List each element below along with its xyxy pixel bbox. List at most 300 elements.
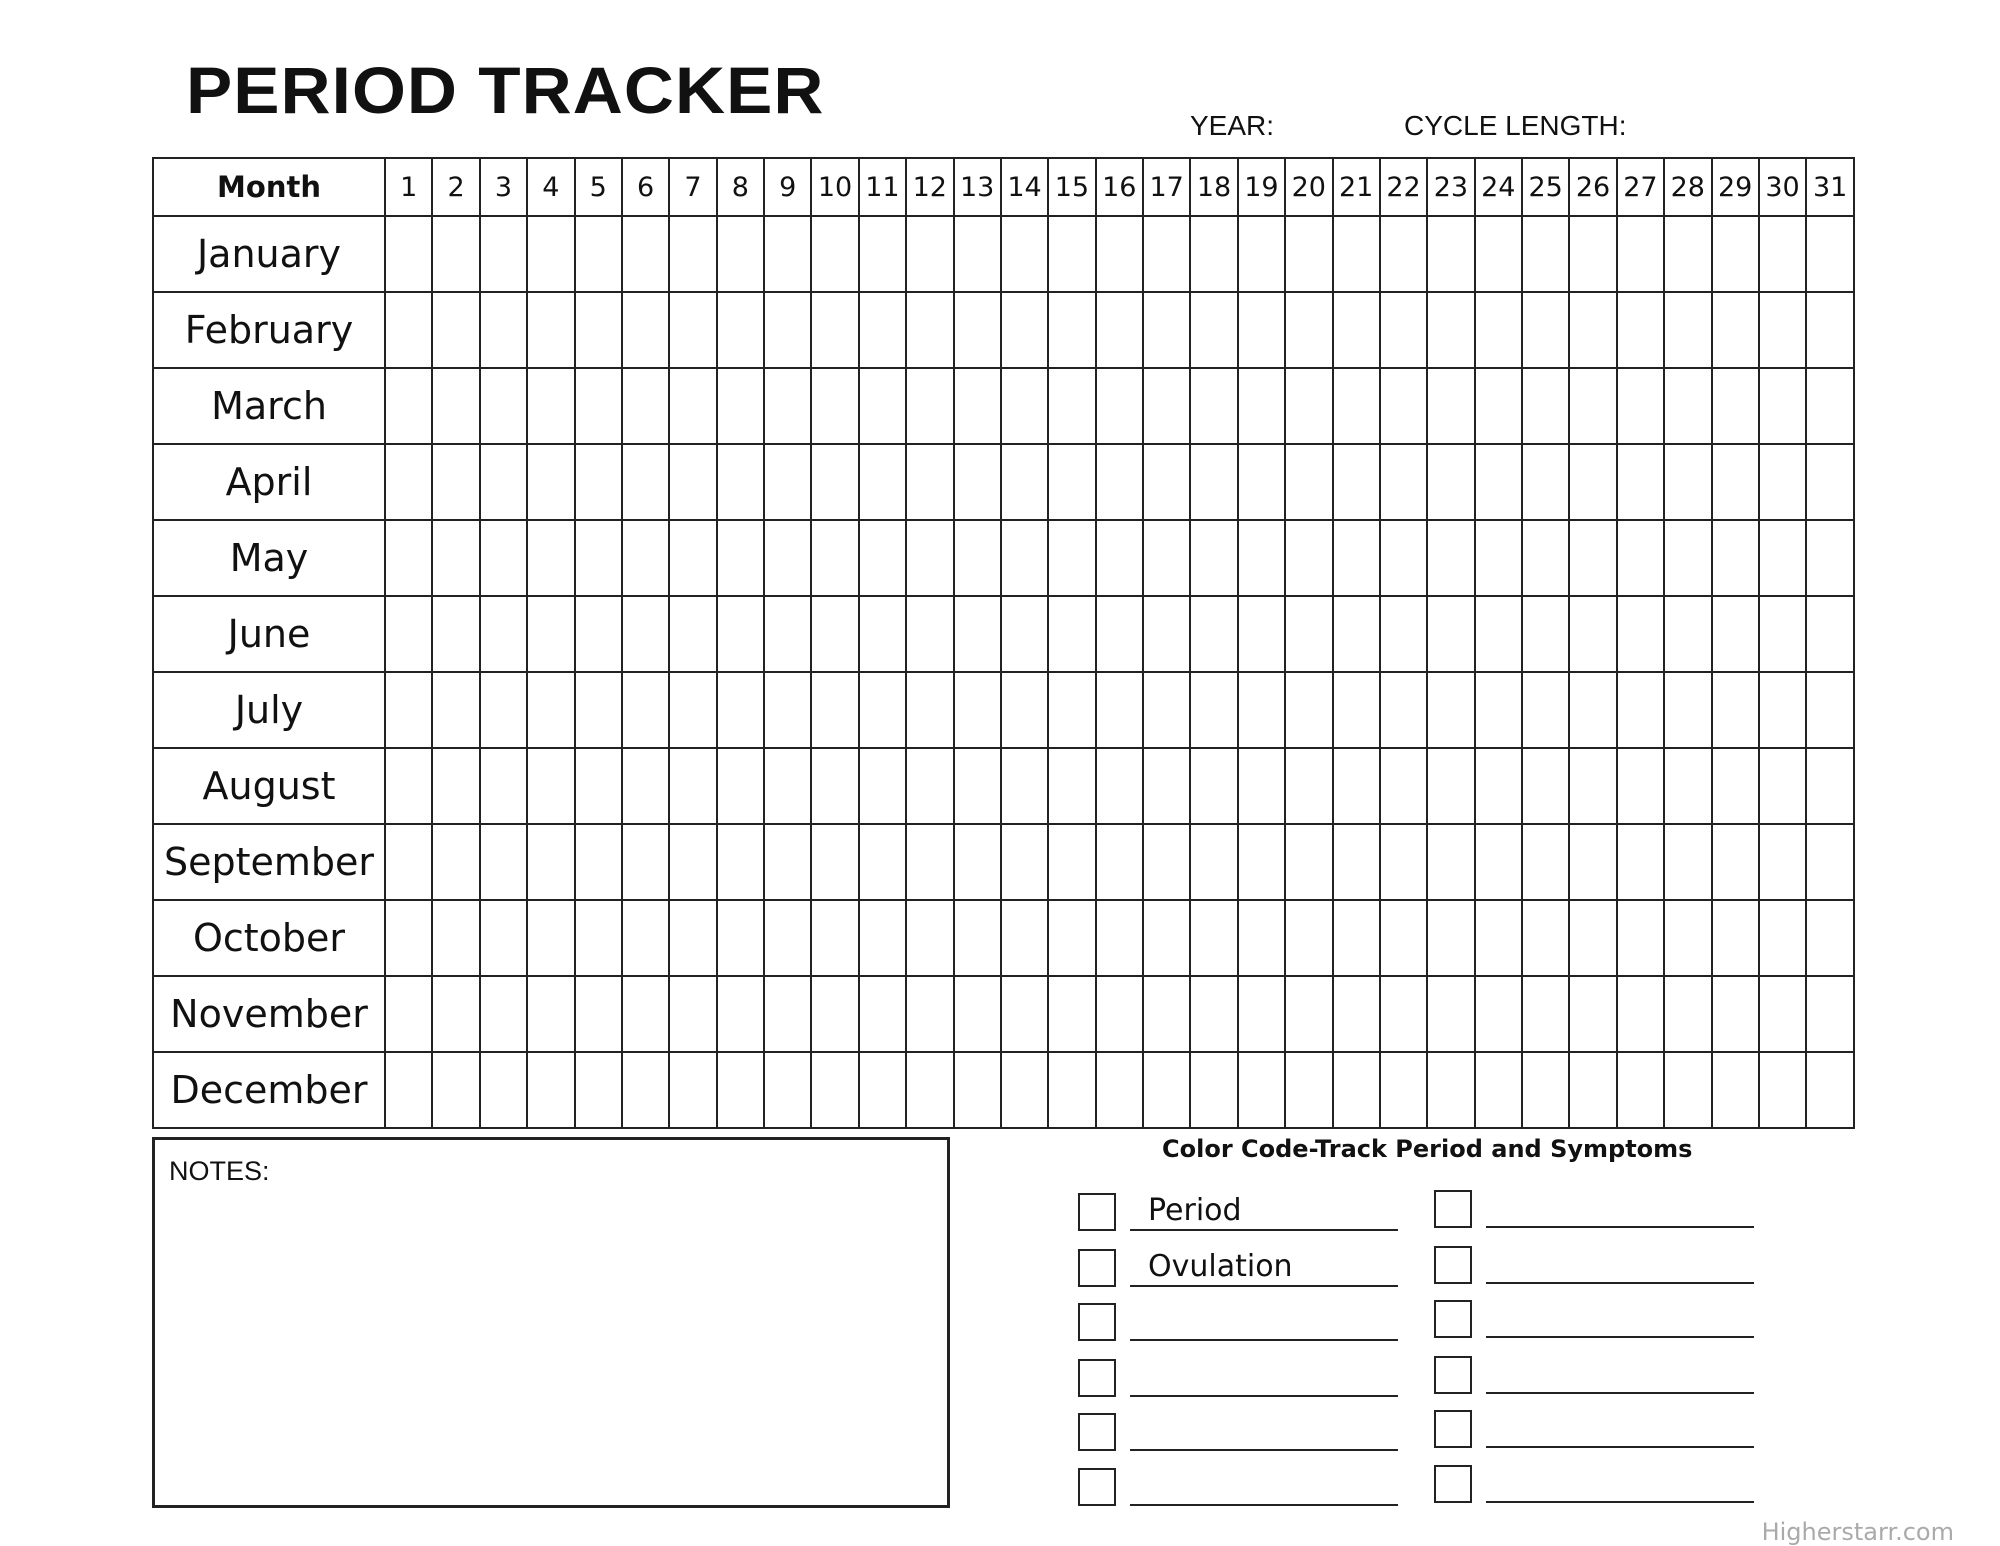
day-cell[interactable] (1617, 1052, 1664, 1128)
day-cell[interactable] (1143, 444, 1190, 520)
day-cell[interactable] (1617, 216, 1664, 292)
day-cell[interactable] (1096, 824, 1143, 900)
day-cell[interactable] (1143, 976, 1190, 1052)
day-cell[interactable] (1759, 824, 1806, 900)
day-cell[interactable] (385, 976, 432, 1052)
day-cell[interactable] (1427, 672, 1474, 748)
day-cell[interactable] (954, 824, 1001, 900)
day-cell[interactable] (1001, 1052, 1048, 1128)
day-cell[interactable] (1143, 900, 1190, 976)
day-cell[interactable] (1427, 824, 1474, 900)
day-cell[interactable] (527, 292, 574, 368)
day-cell[interactable] (480, 672, 527, 748)
color-swatch-checkbox[interactable] (1434, 1300, 1472, 1338)
day-cell[interactable] (1806, 292, 1854, 368)
day-cell[interactable] (1522, 596, 1569, 672)
day-cell[interactable] (1806, 596, 1854, 672)
day-cell[interactable] (1001, 596, 1048, 672)
day-cell[interactable] (527, 672, 574, 748)
day-cell[interactable] (480, 976, 527, 1052)
day-cell[interactable] (1190, 976, 1237, 1052)
day-cell[interactable] (811, 1052, 858, 1128)
day-cell[interactable] (669, 444, 716, 520)
day-cell[interactable] (1333, 368, 1380, 444)
day-cell[interactable] (1001, 748, 1048, 824)
day-cell[interactable] (1333, 672, 1380, 748)
day-cell[interactable] (669, 672, 716, 748)
day-cell[interactable] (527, 1052, 574, 1128)
day-cell[interactable] (1048, 368, 1095, 444)
day-cell[interactable] (527, 596, 574, 672)
day-cell[interactable] (1427, 444, 1474, 520)
day-cell[interactable] (1427, 596, 1474, 672)
day-cell[interactable] (1380, 292, 1427, 368)
legend-entry-line[interactable] (1486, 1410, 1754, 1448)
day-cell[interactable] (1001, 824, 1048, 900)
day-cell[interactable] (1664, 596, 1711, 672)
day-cell[interactable] (1285, 672, 1332, 748)
day-cell[interactable] (480, 444, 527, 520)
day-cell[interactable] (1569, 1052, 1616, 1128)
day-cell[interactable] (1759, 900, 1806, 976)
day-cell[interactable] (859, 444, 906, 520)
day-cell[interactable] (1048, 520, 1095, 596)
day-cell[interactable] (385, 368, 432, 444)
day-cell[interactable] (1806, 824, 1854, 900)
day-cell[interactable] (385, 596, 432, 672)
day-cell[interactable] (385, 672, 432, 748)
day-cell[interactable] (1427, 1052, 1474, 1128)
day-cell[interactable] (764, 976, 811, 1052)
day-cell[interactable] (1143, 672, 1190, 748)
day-cell[interactable] (1333, 596, 1380, 672)
day-cell[interactable] (764, 1052, 811, 1128)
day-cell[interactable] (432, 900, 479, 976)
day-cell[interactable] (717, 900, 764, 976)
day-cell[interactable] (1664, 216, 1711, 292)
day-cell[interactable] (1380, 596, 1427, 672)
day-cell[interactable] (1712, 292, 1759, 368)
day-cell[interactable] (1569, 900, 1616, 976)
day-cell[interactable] (575, 748, 622, 824)
day-cell[interactable] (859, 292, 906, 368)
day-cell[interactable] (432, 748, 479, 824)
day-cell[interactable] (1427, 900, 1474, 976)
legend-entry-line[interactable] (1130, 1303, 1398, 1341)
day-cell[interactable] (480, 216, 527, 292)
day-cell[interactable] (1333, 824, 1380, 900)
day-cell[interactable] (1048, 596, 1095, 672)
day-cell[interactable] (1569, 520, 1616, 596)
day-cell[interactable] (1048, 444, 1095, 520)
day-cell[interactable] (1333, 520, 1380, 596)
day-cell[interactable] (1096, 520, 1143, 596)
day-cell[interactable] (1617, 444, 1664, 520)
day-cell[interactable] (527, 216, 574, 292)
day-cell[interactable] (669, 976, 716, 1052)
day-cell[interactable] (717, 976, 764, 1052)
day-cell[interactable] (622, 216, 669, 292)
day-cell[interactable] (1143, 748, 1190, 824)
day-cell[interactable] (1569, 292, 1616, 368)
day-cell[interactable] (1427, 520, 1474, 596)
day-cell[interactable] (1759, 672, 1806, 748)
day-cell[interactable] (1806, 748, 1854, 824)
day-cell[interactable] (1427, 216, 1474, 292)
day-cell[interactable] (764, 748, 811, 824)
day-cell[interactable] (717, 520, 764, 596)
day-cell[interactable] (1569, 368, 1616, 444)
day-cell[interactable] (385, 292, 432, 368)
day-cell[interactable] (385, 748, 432, 824)
day-cell[interactable] (622, 520, 669, 596)
day-cell[interactable] (1380, 368, 1427, 444)
day-cell[interactable] (859, 1052, 906, 1128)
day-cell[interactable] (527, 976, 574, 1052)
day-cell[interactable] (575, 520, 622, 596)
day-cell[interactable] (1333, 748, 1380, 824)
day-cell[interactable] (1569, 748, 1616, 824)
day-cell[interactable] (432, 976, 479, 1052)
day-cell[interactable] (1238, 216, 1285, 292)
day-cell[interactable] (1001, 900, 1048, 976)
day-cell[interactable] (1048, 292, 1095, 368)
day-cell[interactable] (1806, 216, 1854, 292)
day-cell[interactable] (1475, 748, 1522, 824)
day-cell[interactable] (717, 368, 764, 444)
day-cell[interactable] (669, 520, 716, 596)
color-swatch-checkbox[interactable] (1078, 1303, 1116, 1341)
day-cell[interactable] (1617, 596, 1664, 672)
day-cell[interactable] (1190, 900, 1237, 976)
day-cell[interactable] (811, 672, 858, 748)
day-cell[interactable] (1048, 672, 1095, 748)
day-cell[interactable] (764, 216, 811, 292)
day-cell[interactable] (527, 368, 574, 444)
day-cell[interactable] (1285, 444, 1332, 520)
day-cell[interactable] (1522, 1052, 1569, 1128)
day-cell[interactable] (669, 292, 716, 368)
day-cell[interactable] (1522, 444, 1569, 520)
day-cell[interactable] (1712, 748, 1759, 824)
day-cell[interactable] (764, 292, 811, 368)
day-cell[interactable] (1001, 672, 1048, 748)
day-cell[interactable] (1475, 368, 1522, 444)
day-cell[interactable] (480, 368, 527, 444)
day-cell[interactable] (432, 824, 479, 900)
day-cell[interactable] (1569, 672, 1616, 748)
day-cell[interactable] (1475, 824, 1522, 900)
day-cell[interactable] (811, 520, 858, 596)
day-cell[interactable] (906, 216, 953, 292)
day-cell[interactable] (575, 976, 622, 1052)
day-cell[interactable] (1569, 444, 1616, 520)
day-cell[interactable] (669, 1052, 716, 1128)
day-cell[interactable] (1475, 976, 1522, 1052)
day-cell[interactable] (527, 444, 574, 520)
day-cell[interactable] (954, 1052, 1001, 1128)
color-swatch-checkbox[interactable] (1434, 1356, 1472, 1394)
day-cell[interactable] (1712, 900, 1759, 976)
day-cell[interactable] (1664, 368, 1711, 444)
day-cell[interactable] (1238, 292, 1285, 368)
day-cell[interactable] (1238, 368, 1285, 444)
day-cell[interactable] (1522, 824, 1569, 900)
day-cell[interactable] (906, 292, 953, 368)
day-cell[interactable] (669, 596, 716, 672)
legend-entry-line[interactable] (1130, 1249, 1398, 1287)
day-cell[interactable] (811, 292, 858, 368)
day-cell[interactable] (1712, 824, 1759, 900)
day-cell[interactable] (1238, 900, 1285, 976)
day-cell[interactable] (622, 444, 669, 520)
day-cell[interactable] (1285, 824, 1332, 900)
day-cell[interactable] (1617, 824, 1664, 900)
day-cell[interactable] (1712, 368, 1759, 444)
day-cell[interactable] (622, 748, 669, 824)
day-cell[interactable] (954, 520, 1001, 596)
day-cell[interactable] (1427, 292, 1474, 368)
day-cell[interactable] (1617, 900, 1664, 976)
day-cell[interactable] (1001, 976, 1048, 1052)
day-cell[interactable] (954, 444, 1001, 520)
color-swatch-checkbox[interactable] (1434, 1465, 1472, 1503)
day-cell[interactable] (1096, 672, 1143, 748)
day-cell[interactable] (954, 748, 1001, 824)
day-cell[interactable] (1759, 444, 1806, 520)
day-cell[interactable] (432, 368, 479, 444)
day-cell[interactable] (717, 748, 764, 824)
day-cell[interactable] (1617, 672, 1664, 748)
day-cell[interactable] (811, 216, 858, 292)
day-cell[interactable] (1617, 292, 1664, 368)
color-swatch-checkbox[interactable] (1434, 1190, 1472, 1228)
day-cell[interactable] (1096, 444, 1143, 520)
day-cell[interactable] (1190, 292, 1237, 368)
day-cell[interactable] (1048, 1052, 1095, 1128)
day-cell[interactable] (1475, 216, 1522, 292)
day-cell[interactable] (669, 824, 716, 900)
day-cell[interactable] (954, 368, 1001, 444)
day-cell[interactable] (1427, 368, 1474, 444)
day-cell[interactable] (1664, 444, 1711, 520)
color-swatch-checkbox[interactable] (1434, 1410, 1472, 1448)
day-cell[interactable] (1285, 976, 1332, 1052)
day-cell[interactable] (1333, 444, 1380, 520)
day-cell[interactable] (385, 1052, 432, 1128)
day-cell[interactable] (811, 596, 858, 672)
day-cell[interactable] (527, 748, 574, 824)
day-cell[interactable] (1475, 596, 1522, 672)
day-cell[interactable] (669, 368, 716, 444)
color-swatch-checkbox[interactable] (1078, 1359, 1116, 1397)
day-cell[interactable] (622, 672, 669, 748)
day-cell[interactable] (859, 748, 906, 824)
day-cell[interactable] (1001, 216, 1048, 292)
day-cell[interactable] (1806, 444, 1854, 520)
day-cell[interactable] (764, 672, 811, 748)
day-cell[interactable] (906, 596, 953, 672)
day-cell[interactable] (1285, 596, 1332, 672)
day-cell[interactable] (1285, 1052, 1332, 1128)
day-cell[interactable] (432, 672, 479, 748)
day-cell[interactable] (1143, 520, 1190, 596)
day-cell[interactable] (1522, 368, 1569, 444)
day-cell[interactable] (1190, 444, 1237, 520)
day-cell[interactable] (575, 444, 622, 520)
legend-entry-line[interactable] (1486, 1356, 1754, 1394)
day-cell[interactable] (1617, 368, 1664, 444)
day-cell[interactable] (1285, 368, 1332, 444)
day-cell[interactable] (859, 368, 906, 444)
day-cell[interactable] (1475, 1052, 1522, 1128)
day-cell[interactable] (385, 520, 432, 596)
legend-entry-line[interactable] (1130, 1193, 1398, 1231)
day-cell[interactable] (1333, 900, 1380, 976)
legend-entry-line[interactable] (1130, 1468, 1398, 1506)
day-cell[interactable] (1001, 292, 1048, 368)
day-cell[interactable] (1285, 748, 1332, 824)
day-cell[interactable] (1617, 520, 1664, 596)
day-cell[interactable] (1048, 900, 1095, 976)
day-cell[interactable] (1664, 520, 1711, 596)
day-cell[interactable] (1522, 900, 1569, 976)
day-cell[interactable] (1048, 748, 1095, 824)
day-cell[interactable] (1380, 520, 1427, 596)
day-cell[interactable] (1380, 672, 1427, 748)
day-cell[interactable] (1664, 748, 1711, 824)
day-cell[interactable] (1096, 748, 1143, 824)
day-cell[interactable] (811, 748, 858, 824)
day-cell[interactable] (432, 1052, 479, 1128)
day-cell[interactable] (1617, 976, 1664, 1052)
day-cell[interactable] (1096, 368, 1143, 444)
day-cell[interactable] (575, 1052, 622, 1128)
day-cell[interactable] (859, 976, 906, 1052)
day-cell[interactable] (1759, 216, 1806, 292)
day-cell[interactable] (1238, 976, 1285, 1052)
day-cell[interactable] (1759, 520, 1806, 596)
day-cell[interactable] (575, 900, 622, 976)
day-cell[interactable] (906, 748, 953, 824)
day-cell[interactable] (1096, 1052, 1143, 1128)
day-cell[interactable] (1238, 748, 1285, 824)
day-cell[interactable] (669, 748, 716, 824)
day-cell[interactable] (1712, 672, 1759, 748)
day-cell[interactable] (1806, 672, 1854, 748)
day-cell[interactable] (1143, 596, 1190, 672)
day-cell[interactable] (906, 824, 953, 900)
day-cell[interactable] (1380, 748, 1427, 824)
day-cell[interactable] (527, 900, 574, 976)
day-cell[interactable] (1522, 520, 1569, 596)
day-cell[interactable] (1712, 216, 1759, 292)
day-cell[interactable] (1380, 824, 1427, 900)
day-cell[interactable] (1238, 596, 1285, 672)
day-cell[interactable] (906, 1052, 953, 1128)
day-cell[interactable] (1475, 520, 1522, 596)
day-cell[interactable] (954, 900, 1001, 976)
day-cell[interactable] (1143, 824, 1190, 900)
day-cell[interactable] (1143, 292, 1190, 368)
color-swatch-checkbox[interactable] (1434, 1246, 1472, 1284)
day-cell[interactable] (1664, 900, 1711, 976)
day-cell[interactable] (432, 444, 479, 520)
legend-entry-line[interactable] (1486, 1465, 1754, 1503)
day-cell[interactable] (1380, 216, 1427, 292)
day-cell[interactable] (575, 672, 622, 748)
day-cell[interactable] (575, 596, 622, 672)
day-cell[interactable] (906, 672, 953, 748)
day-cell[interactable] (954, 976, 1001, 1052)
day-cell[interactable] (1380, 444, 1427, 520)
day-cell[interactable] (575, 216, 622, 292)
day-cell[interactable] (622, 1052, 669, 1128)
day-cell[interactable] (954, 672, 1001, 748)
day-cell[interactable] (1759, 292, 1806, 368)
day-cell[interactable] (1380, 1052, 1427, 1128)
day-cell[interactable] (1333, 216, 1380, 292)
day-cell[interactable] (1096, 900, 1143, 976)
day-cell[interactable] (1617, 748, 1664, 824)
day-cell[interactable] (1664, 672, 1711, 748)
day-cell[interactable] (480, 900, 527, 976)
color-swatch-checkbox[interactable] (1078, 1468, 1116, 1506)
day-cell[interactable] (1569, 216, 1616, 292)
day-cell[interactable] (385, 444, 432, 520)
day-cell[interactable] (527, 520, 574, 596)
day-cell[interactable] (954, 216, 1001, 292)
day-cell[interactable] (385, 824, 432, 900)
day-cell[interactable] (859, 596, 906, 672)
day-cell[interactable] (1806, 900, 1854, 976)
day-cell[interactable] (1475, 900, 1522, 976)
day-cell[interactable] (1238, 444, 1285, 520)
day-cell[interactable] (1190, 368, 1237, 444)
day-cell[interactable] (717, 292, 764, 368)
day-cell[interactable] (764, 520, 811, 596)
day-cell[interactable] (1569, 596, 1616, 672)
day-cell[interactable] (1048, 216, 1095, 292)
day-cell[interactable] (385, 216, 432, 292)
day-cell[interactable] (1096, 976, 1143, 1052)
day-cell[interactable] (1238, 1052, 1285, 1128)
day-cell[interactable] (1427, 748, 1474, 824)
day-cell[interactable] (1333, 292, 1380, 368)
day-cell[interactable] (1048, 976, 1095, 1052)
day-cell[interactable] (717, 1052, 764, 1128)
day-cell[interactable] (1475, 292, 1522, 368)
day-cell[interactable] (480, 292, 527, 368)
day-cell[interactable] (764, 368, 811, 444)
day-cell[interactable] (1190, 824, 1237, 900)
day-cell[interactable] (1190, 672, 1237, 748)
day-cell[interactable] (717, 824, 764, 900)
day-cell[interactable] (811, 824, 858, 900)
day-cell[interactable] (622, 976, 669, 1052)
legend-entry-line[interactable] (1486, 1300, 1754, 1338)
day-cell[interactable] (1096, 216, 1143, 292)
day-cell[interactable] (1712, 444, 1759, 520)
day-cell[interactable] (1522, 292, 1569, 368)
day-cell[interactable] (859, 216, 906, 292)
day-cell[interactable] (859, 672, 906, 748)
color-swatch-checkbox[interactable] (1078, 1249, 1116, 1287)
color-swatch-checkbox[interactable] (1078, 1193, 1116, 1231)
day-cell[interactable] (859, 900, 906, 976)
day-cell[interactable] (1096, 596, 1143, 672)
day-cell[interactable] (1096, 292, 1143, 368)
